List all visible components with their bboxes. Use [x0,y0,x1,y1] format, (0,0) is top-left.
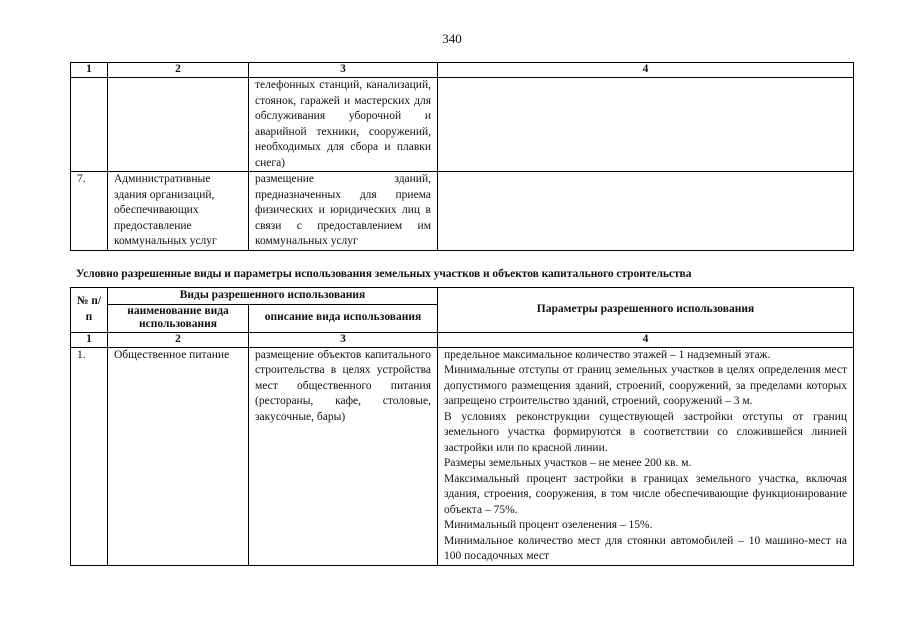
param-max-floors: предельное максимальное количество этажей – 1 надземный этаж. [444,348,771,361]
column-number-row [71,63,854,78]
param-max-coverage: Максимальный процент застройки в границах земельного участка, включая здания, строения, сооружения, в том числе обеспечивающие функционирование объекта – 75%. [444,472,847,516]
use-params [438,78,854,172]
use-params [438,172,854,251]
header-group: Виды разрешенного использования [108,288,438,305]
col-num-4: 4 [438,332,854,347]
param-reconstruction: В условиях реконструкции существующей застройки отступы от границ земельного участка формируются в соответствии со сложившейся линией застройки или по красной линии. [444,410,847,454]
conditional-use-table [70,287,854,566]
use-params [438,347,854,565]
use-name [108,78,249,172]
use-description: размещение зданий, предназначенных для приема физических и юридических лиц в связи с предоставлением им коммунальных услуг [249,172,438,251]
col-num-2: 2 [108,332,249,347]
table-row [71,347,854,565]
row-number [71,78,108,172]
col-num-1: 1 [71,332,108,347]
header-description: описание вида использования [249,304,438,332]
header-row [71,288,854,305]
section-title: Условно разрешенные виды и параметры использования земельных участков и объектов капитального строительства [76,268,692,280]
column-number-row [71,332,854,347]
param-setbacks: Минимальные отступы от границ земельных участков в целях определения мест допустимого размещения зданий, строений, сооружений, за пределами которых запрещено строительство зданий, строений, сооружений – 3 м. [444,364,847,407]
col-num-2: 2 [108,63,249,78]
use-description: телефонных станций, канализаций, стоянок, гаражей и мастерских для обслуживания уборочной и аварийной техники, сооружений, необходимых для сбора и плавки снега) [249,78,438,172]
header-params: Параметры разрешенного использования [438,288,854,333]
table-row [71,172,854,251]
param-plot-size: Размеры земельных участков – не менее 200 кв. м. [444,457,692,469]
page-number: 340 [442,31,462,46]
col-num-3: 3 [249,63,438,78]
table-row [71,78,854,172]
use-name: Общественное питание [108,347,249,565]
header-num: № п/п [71,288,108,333]
col-num-3: 3 [249,332,438,347]
col-num-4: 4 [438,63,854,78]
param-parking: Минимальное количество мест для стоянки автомобилей – 10 машино-мест на 100 посадочных мест [444,534,847,562]
row-number: 7. [71,172,108,251]
use-description: размещение объектов капитального строительства в целях устройства мест общественного питания (рестораны, кафе, столовые, закусочные, бары) [249,347,438,565]
col-num-1: 1 [71,63,108,78]
param-min-greening: Минимальный процент озеленения – 15%. [444,519,653,531]
header-name: наименование вида использования [108,304,249,332]
continued-table [70,62,854,251]
use-name: Административные здания организаций, обеспечивающих предоставление коммунальных услуг [108,172,249,251]
row-number: 1. [71,347,108,565]
